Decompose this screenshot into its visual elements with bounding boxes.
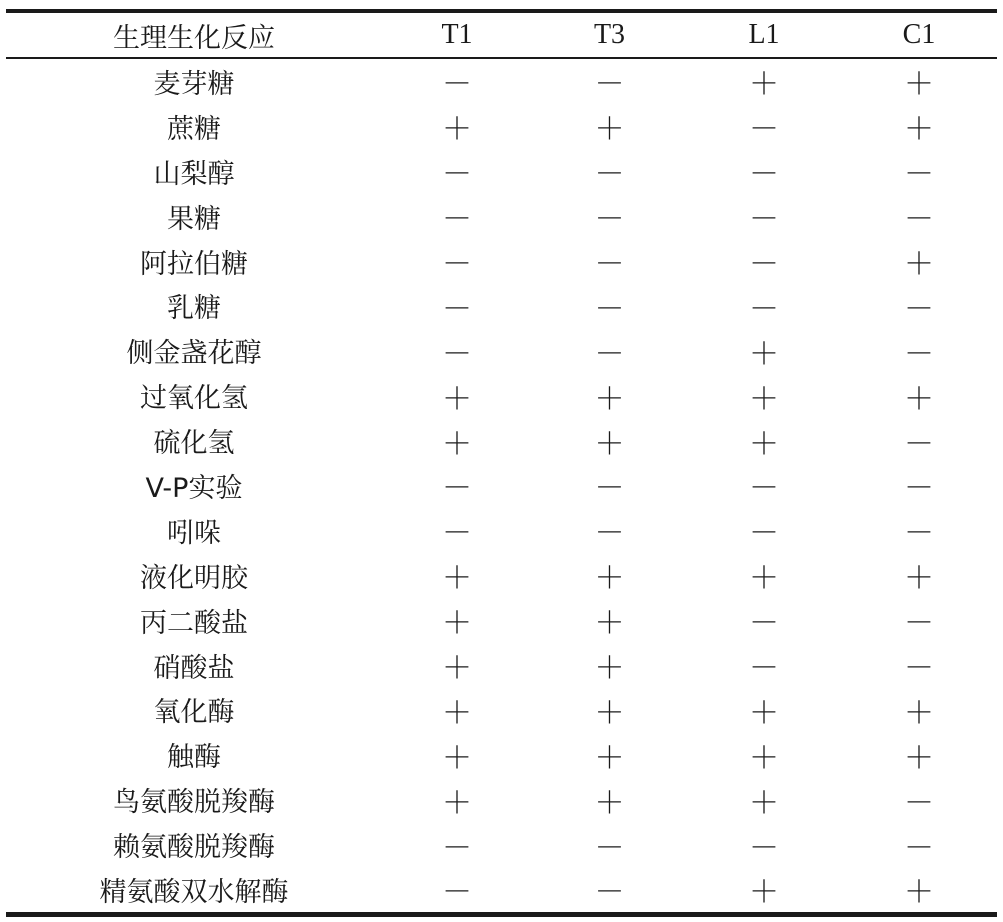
reaction-name-cell: 麦芽糖 [153,68,235,100]
result-cell-c1: ＋ [904,875,934,911]
result-cell-l1: － [749,247,779,282]
reaction-name-cell: 赖氨酸脱羧酶 [113,832,275,864]
table-row [6,553,997,598]
table-row [6,643,997,688]
result-cell-t3: － [594,67,625,103]
result-cell-l1: ＋ [749,426,779,462]
result-cell-t3: ＋ [594,606,625,642]
result-cell-t1: － [442,67,472,103]
header-row [6,13,997,57]
result-cell-t1: － [442,830,472,866]
results-table [6,13,997,57]
result-cell-t1: － [442,336,472,372]
reaction-name-cell: 丙二酸盐 [140,607,248,639]
result-cell-t3: ＋ [594,561,625,597]
result-cell-t1: － [442,875,472,911]
table-row [6,239,997,284]
result-cell-l1: － [749,112,779,148]
table-row [6,104,997,149]
result-cell-c1: － [904,830,934,866]
table-row [6,328,997,373]
result-cell-t3: ＋ [594,740,625,776]
result-cell-t1: － [442,516,472,552]
result-cell-c1: ＋ [904,740,934,776]
result-cell-c1: ＋ [904,112,934,148]
result-cell-t1: － [442,157,472,193]
result-cell-l1: － [749,651,779,687]
result-cell-t3: － [594,291,625,327]
result-cell-t3: － [594,336,625,372]
result-cell-l1: ＋ [749,336,779,372]
table-bottom-rule [6,912,997,917]
result-cell-t3: ＋ [594,785,625,821]
result-cell-t1: ＋ [442,426,472,462]
reaction-name-cell: 蔗糖 [167,113,221,145]
result-cell-t3: － [594,157,625,193]
result-cell-c1: － [904,426,934,462]
reaction-name-cell: 鸟氨酸脱羧酶 [113,787,275,819]
result-cell-c1: － [904,157,934,193]
result-cell-l1: ＋ [749,695,779,731]
result-cell-t3: ＋ [594,112,625,148]
result-cell-t1: ＋ [442,561,472,597]
reaction-name-cell: 精氨酸双水解酶 [99,876,289,908]
result-cell-c1: ＋ [904,695,934,731]
result-cell-t3: － [594,202,625,238]
table-row [6,687,997,732]
result-cell-t1: ＋ [442,785,472,821]
result-cell-c1: － [904,785,934,821]
reaction-name-cell: 过氧化氢 [140,383,248,415]
table-row [6,149,997,194]
result-cell-t3: － [594,875,625,911]
result-cell-t3: － [594,471,625,507]
table-row [6,867,997,912]
table-row [6,194,997,239]
result-cell-l1: － [749,157,779,193]
result-cell-t3: ＋ [594,426,625,462]
table-row [6,59,997,104]
table-row [6,508,997,553]
result-cell-t3: － [594,516,625,552]
header-l1: L1 [748,19,780,50]
result-cell-l1: ＋ [749,785,779,821]
result-cell-t1: ＋ [442,740,472,776]
results-body [6,59,997,912]
reaction-name-cell: 硝酸盐 [153,652,235,684]
result-cell-l1: － [749,291,779,327]
result-cell-c1: ＋ [904,381,934,417]
table-row [6,732,997,777]
table-row [6,283,997,328]
result-cell-t3: ＋ [594,651,625,687]
result-cell-t1: － [442,471,472,507]
header-c1: C1 [902,19,936,50]
header-t3: T3 [593,19,626,50]
result-cell-c1: － [904,202,934,238]
result-cell-c1: － [904,651,934,687]
biochemical-table [6,9,997,917]
result-cell-t3: － [594,247,625,282]
reaction-name-cell: 液化明胶 [140,562,248,594]
result-cell-l1: ＋ [749,740,779,776]
result-cell-l1: ＋ [749,875,779,911]
result-cell-c1: － [904,336,934,372]
reaction-name-cell: 氧化酶 [153,697,235,729]
result-cell-l1: ＋ [749,67,779,103]
table-row [6,777,997,822]
result-cell-t1: － [442,202,472,238]
reaction-name-cell: 侧金盏花醇 [126,338,262,370]
reaction-name-cell: 触酶 [167,742,221,774]
result-cell-l1: ＋ [749,381,779,417]
result-cell-l1: － [749,202,779,238]
result-cell-l1: － [749,516,779,552]
result-cell-t1: ＋ [442,381,472,417]
result-cell-c1: － [904,471,934,507]
table-row [6,463,997,508]
result-cell-t1: － [442,291,472,327]
table-row [6,418,997,463]
result-cell-t1: － [442,247,472,282]
result-cell-l1: ＋ [749,561,779,597]
result-cell-c1: ＋ [904,67,934,103]
reaction-name-cell: 乳糖 [167,293,221,325]
reaction-name-cell: 果糖 [167,203,221,235]
header-reaction: 生理生化反应 [113,22,275,54]
table-row [6,598,997,643]
result-cell-t3: － [594,830,625,866]
result-cell-c1: － [904,516,934,552]
reaction-name-cell: 山梨醇 [153,158,235,190]
result-cell-t3: ＋ [594,381,625,417]
result-cell-l1: － [749,471,779,507]
result-cell-t1: ＋ [442,651,472,687]
result-cell-c1: － [904,606,934,642]
result-cell-c1: － [904,291,934,327]
result-cell-t1: ＋ [442,606,472,642]
table-row [6,373,997,418]
result-cell-l1: － [749,606,779,642]
table-row [6,822,997,867]
result-cell-c1: ＋ [904,247,934,282]
result-cell-t3: ＋ [594,695,625,731]
reaction-name-cell: 硫化氢 [153,428,235,460]
reaction-name-cell: 阿拉伯糖 [140,248,248,280]
reaction-name-cell: 吲哚 [167,517,221,549]
result-cell-c1: ＋ [904,561,934,597]
result-cell-t1: ＋ [442,695,472,731]
reaction-name-cell: V-P实验 [145,472,243,504]
result-cell-t1: ＋ [442,112,472,148]
result-cell-l1: － [749,830,779,866]
header-t1: T1 [441,19,473,50]
